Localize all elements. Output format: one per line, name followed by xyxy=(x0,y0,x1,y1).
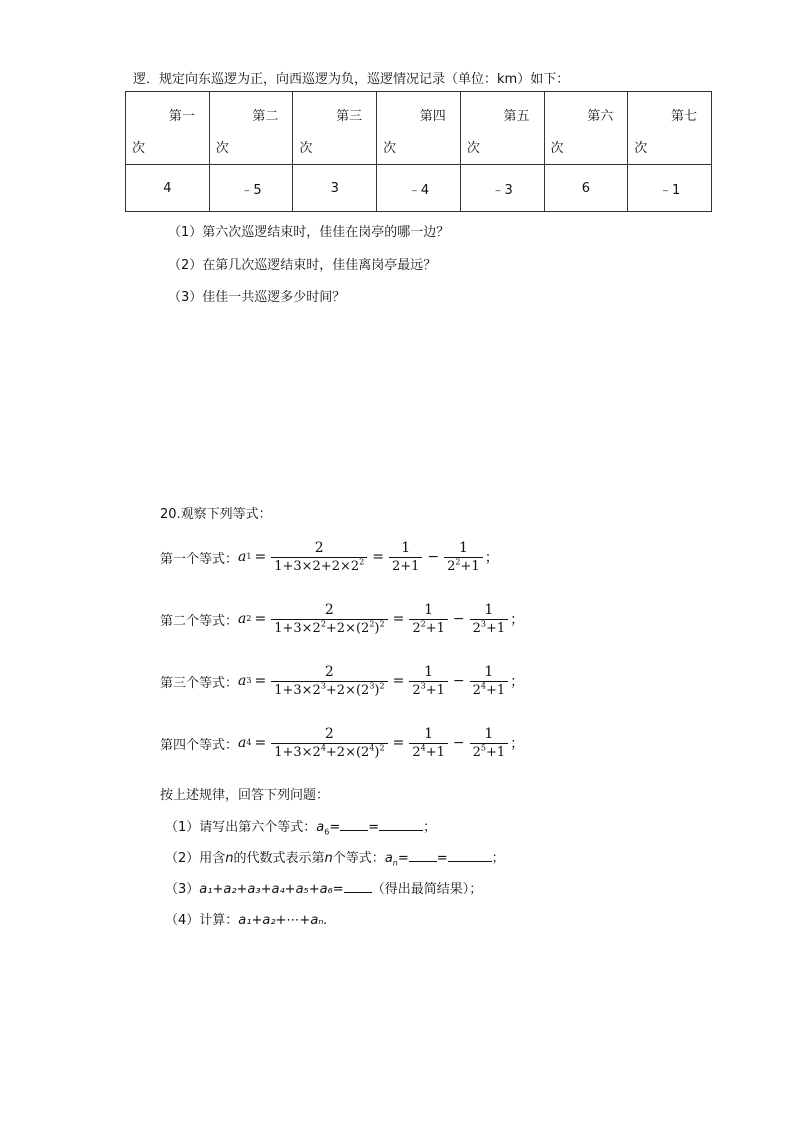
equation-formula: a 1 = $\frac{2}{1+3\times 2+2\times 2^2}$ = $\frac{1}{2+1}$ − $\frac{1}{2^2+1}$ ； xyxy=(238,539,499,574)
header-cell: 第五 次 xyxy=(460,92,544,165)
header-cell: 第七 次 xyxy=(628,92,712,165)
equation-formula: a 3 = $\frac{2}{1+3\times 2^3+2\times(2^3)^2}$ = $\frac{1}{2^3+1}$ − $\frac{1}{2^4+1}$ ； xyxy=(238,663,525,698)
value-cell: ﹣4 xyxy=(377,165,461,212)
equation-label: 第一个等式： xyxy=(160,551,239,567)
equation-label: 第二个等式： xyxy=(160,613,239,629)
question-20-4: （4）计算：a₁+a₂+⋯+aₙ. xyxy=(165,913,328,928)
question-20-1: （1）请写出第六个等式：$a_6=$ = ； xyxy=(165,820,437,837)
question-19-1: （1）第六次巡逻结束时，佳佳在岗亭的哪一边？ xyxy=(168,225,450,240)
equation-4 xyxy=(160,723,524,763)
header-cell: 第六 次 xyxy=(544,92,628,165)
question-20-3: （3）a₁+a₂+a₃+a₄+a₅+a₆= （得出最简结果）； xyxy=(165,882,483,897)
question-19-2: （2）在第几次巡逻结束时，佳佳离岗亭最远？ xyxy=(168,258,437,273)
header-cell: 第二 次 xyxy=(209,92,293,165)
header-cell: 第四 次 xyxy=(377,92,461,165)
patrol-table xyxy=(125,91,712,212)
equation-2 xyxy=(160,599,524,639)
table-value-row xyxy=(126,165,712,212)
question-20-2: （2）用含n的代数式表示第n个等式：$a_n=$ = ； xyxy=(165,851,505,868)
value-cell: 4 xyxy=(126,165,210,212)
value-cell: ﹣3 xyxy=(460,165,544,212)
value-cell: 3 xyxy=(293,165,377,212)
value-cell: 6 xyxy=(544,165,628,212)
equation-formula: a 2 = $\frac{2}{1+3\times 2^2+2\times(2^2)^2}$ = $\frac{1}{2^2+1}$ − $\frac{1}{2^3+1}$ ； xyxy=(238,601,525,636)
equation-3 xyxy=(160,661,524,701)
header-cell: 第三 次 xyxy=(293,92,377,165)
equation-label: 第三个等式： xyxy=(160,675,239,691)
intro-text: 逻．规定向东巡逻为正，向西巡逻为负，巡逻情况记录（单位：km）如下： xyxy=(133,72,570,87)
equation-label: 第四个等式： xyxy=(160,737,239,753)
question-20-title: 20.观察下列等式： xyxy=(160,507,272,522)
instruction-text: 按上述规律，回答下列问题： xyxy=(160,788,330,803)
value-cell: ﹣1 xyxy=(628,165,712,212)
equation-1 xyxy=(160,537,499,577)
equation-formula: a 4 = $\frac{2}{1+3\times 2^4+2\times(2^4)^2}$ = $\frac{1}{2^4+1}$ − $\frac{1}{2^5+1}$ ； xyxy=(238,725,525,760)
value-cell: ﹣5 xyxy=(209,165,293,212)
header-cell: 第一 次 xyxy=(126,92,210,165)
table-header-row xyxy=(126,92,712,165)
question-19-3: （3）佳佳一共巡逻多少时间？ xyxy=(168,290,346,305)
